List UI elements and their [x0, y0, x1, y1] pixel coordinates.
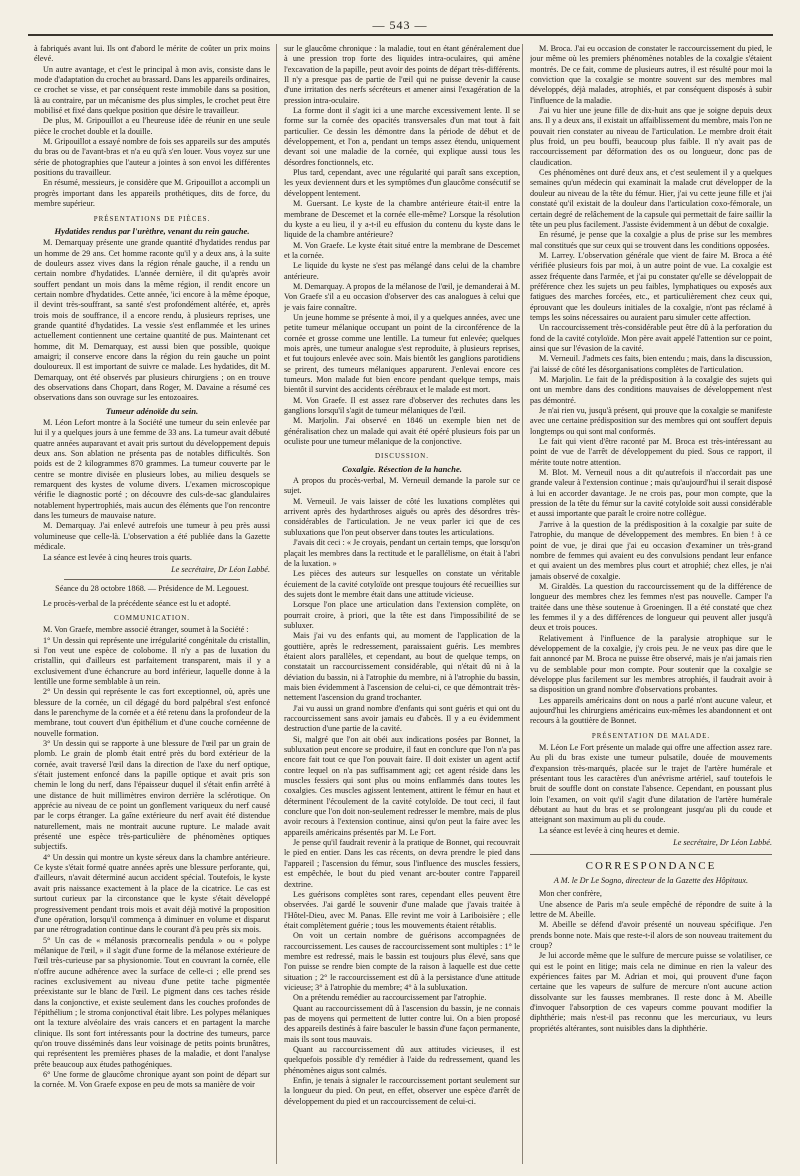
header-rule	[28, 34, 773, 36]
paragraph: 3° Un dessin qui se rapporte à une blessure de l'œil par un grain de plomb. Le grain de plomb était entré près du bord extérieur de la cornée, avait traversé l'œil dans la direction de l'axe du nerf optique, s'était justement enfoncé dans la papille optique et avait pris son chemin le long du nerf, dans l'épaisseur duquel il s'était enfin arrêté à une distance de huit millimètres environ derrière la sclérotique. On apprécie au niveau de ce point un gonflement variqueux du nerf causé par le corps étranger. La gaîne extérieure du nerf avait été distendue naturellement, mais ne montrait aucune rupture. Le malade avait présenté une espèce très-particulière de phénomènes optiques subjectifs.	[34, 739, 270, 852]
page-number: — 543 —	[372, 18, 428, 32]
paragraph: M. Blot. M. Verneuil nous a dit qu'autrefois il n'accordait pas une grande valeur à l'extension continue ; mais qu'aujourd'hui il serait disposé à lui en accorder davantage. Je ne crois pas, pour mon compte, que la pression de la tête du fémur sur la cavité cotyloïde soit aussi considérable et aussi importante que paraît le croire notre collègue.	[530, 468, 772, 519]
paragraph: Les pièces des auteurs sur lesquelles on constate un véritable écuiement de la cavité cotyloïde ont presque toujours été recueillies sur des sujets dont le membre était dans une attitude vicieuse.	[284, 569, 520, 599]
paragraph: Quant au raccourcissement dû à l'ascension du bassin, je ne connais pas de moyens qui permettent de lutter contre lui. On a bien proposé des appareils destinés à faire basculer le bassin d'une façon permanente, mais ils sont tous mauvais.	[284, 1003, 520, 1044]
paragraph: 5° Un cas de « mélanosis præcornealis pendula » ou « polype mélanique de l'œil, » il s'agit d'une forme de la mélanose extérieure de l'œil très-curieuse par sa physionomie. Tout en couvrant la cornée, elle n'offre aucune adhérence avec la surface de celle-ci ; elle prend ses racines exclusivement au niveau d'une petite tache pigmentée préexistante sur le blanc de l'œil. Le pigment dans ces taches réside dans la conjonctive, et existe seulement dans les couches profondes de l'épithélium ; le stroma conjonctival était libre. Les polypes mélaniques ont la texture alvéolaire des vrais cancers et en partagent la marche clinique. Ils sont fort intéressants pour la doctrine des tumeurs, parce qu'on trouve disséminés dans leur voisinage de petits points brunâtres, qui représentent les premières phases de la maladie, et dont l'analyse prête beaucoup aux études pathogéniques.	[34, 935, 270, 1069]
paragraph: Enfin, je tenais à signaler le raccourcissement portant seulement sur la longueur du pied. On peut, en effet, observer une espèce d'arrêt de développement du pied et un raccourcissement de celui-ci.	[284, 1076, 520, 1106]
paragraph: à fabriqués avant lui. Ils ont d'abord le mérite de coûter un prix moins élevé.	[34, 44, 270, 64]
paragraph: M. Verneuil. Je vais laisser de côté les luxations complètes qui arrivent après des hydarthroses aiguës ou après des désordres très-considérables de l'articulation. Je ne veux parler ici que de ces subluxations que l'on peut observer dans toutes les articulations.	[284, 496, 520, 537]
section-heading: COMMUNICATION.	[113, 613, 191, 622]
paragraph: M. Von Graefe, membre associé étranger, soumet à la Société :	[43, 625, 249, 635]
paragraph: Relativement à l'influence de la paralysie atrophique sur le développement de la coxalgie, j'y crois peu. Je ne veux pas dire que le fait annoncé par M. Broca ne puisse être observé, mais je n'ai jamais rien vu de semblable pour mon compte. Pour soutenir que la coxalgie se développe plus facilement sur les membres atrophiés, il faudrait avoir à sa disposition un grand nombre d'observations probantes.	[530, 633, 772, 695]
section-heading: PRÉSENTATIONS DE PIÈCES.	[93, 214, 211, 223]
paragraph: M. Gripouillot a essayé nombre de fois ses appareils sur des amputés du bras ou de l'avant-bras et n'a eu qu'à s'en louer. Vous voyez sur une série de photographies que l'auteur a jointes à son envoi les différentes positions du travailleur.	[34, 137, 270, 178]
paragraph: Les appareils américains dont on nous a parlé n'ont aucune valeur, et aujourd'hui les chirurgiens américains eux-mêmes les abandonnent et ont recours à la gouttière de Bonnet.	[530, 695, 772, 726]
paragraph: Le liquide du kyste ne s'est pas mélangé dans celui de la chambre antérieure.	[284, 261, 520, 281]
paragraph: Quant au raccourcissement dû aux attitudes vicieuses, il est quelquefois possible d'y remédier à l'aide du redressement, quand les phénomènes aigus sont calmés.	[284, 1045, 520, 1075]
article-title: Tumeur adénoïde du sein.	[105, 405, 199, 416]
paragraph: Les guérisons complètes sont rares, cependant elles peuvent être observées. J'ai gardé le souvenir d'une malade que j'avais traitée à l'Hôtel-Dieu, avec M. Panas. Elle revint me voir à Lariboisière ; elle était complètement guérie ; tous les mouvements étaient rétablis.	[284, 889, 520, 930]
greeting: Mon cher confrère,	[539, 889, 602, 899]
paragraph: 2° Un dessin qui représente le cas fort exceptionnel, où, après une blessure de la cornée, un cil dégagé du bord palpébral s'est enfoncé dans le parenchyme de la cornée et a été retenu dans la profondeur de la membrane, tout couvert d'un épithélium et d'une couche cornéenne de nouvelle formation.	[34, 687, 270, 738]
column-separator	[522, 44, 523, 1164]
paragraph: Je lui accorde même que le sulfure de mercure puisse se volatiliser, ce qui est le point en litige; mais cela ne diminue en rien la valeur des expériences faites par M. Adrian et moi, qui prouvent d'une façon certaine que les vapeurs de sulfure de mercure n'ont aucune action dissolvante sur les fausses membranes. Il reste donc à M. Abeille d'invoquer l'absorption de ces vapeurs comme pouvant modifier la diphthérie; mais n'est-il pas reconnu que les mercuriaux, vu leurs propriétés altérantes, sont nuisibles dans la diphthérie.	[530, 951, 772, 1033]
paragraph: M. Marjolin. J'ai observé en 1846 un exemple bien net de généralisation chez un malade qui avait été opéré plusieurs fois par un oculiste pour une tumeur mélanique de la conjonctive.	[284, 416, 520, 447]
paragraph: Ces phénomènes ont duré deux ans, et c'est seulement il y a quelques semaines qu'un médecin qui examinait la malade crut développer de la douleur au niveau de la tête du fémur. Hier, j'ai vu cette jeune fille et j'ai constaté qu'il existait de la douleur dans l'articulation coxo-fémorale, un certain degré de relâchement de la capsule qui permettait de faire saillir la tête un peu plus facilement. J'assiste évidemment à un début de coxalgie.	[530, 168, 772, 229]
paragraph: En résumé, je pense que la coxalgie a plus de prise sur les membres mal constitués que sur ceux qui se trouvent dans les conditions opposées.	[530, 230, 772, 250]
paragraph: M. Demarquay. J'ai enlevé autrefois une tumeur à peu près aussi volumineuse que celle-là. L'observation a été publiée dans la Gazette médicale.	[34, 521, 270, 552]
column-1	[34, 44, 270, 1164]
paragraph: Je pense qu'il faudrait revenir à la pratique de Bonnet, qui recouvrait le pied en entier. Dans les cas récents, on devra prendre le pied dans l'appareil ; l'ascension du fémur, sous l'influence des muscles fessiers, est empêchée, le bout du pied venant arc-bouter contre l'appareil dextrine.	[284, 838, 520, 889]
paragraph: Lorsque l'on place une articulation dans l'extension complète, on pourrait croire, à priori, que la tête est dans l'impossibilité de se subluxer.	[284, 600, 520, 630]
paragraph: Un autre avantage, et c'est le principal à mon avis, consiste dans le mode d'adaptation du crochet au brassard. Dans les appareils ordinaires, ce crochet se visse, et par conséquent reste immobile dans sa position, là au contraire, par un mécanisme des plus simples, le crochet peut être mobilisé et fixé dans quelque position que désire le travailleur.	[34, 64, 270, 116]
paragraph: M. Von Graefe. Il est assez rare d'observer des rechutes dans les ganglions lorsqu'il s'agit de tumeur mélaniques de l'œil.	[284, 395, 520, 416]
paragraph: M. Von Graefe. Le kyste était situé entre la membrane de Descemet et la cornée.	[284, 240, 520, 260]
column-separator	[276, 44, 277, 1164]
paragraph: A propos du procès-verbal, M. Verneuil demande la parole sur ce sujet.	[284, 476, 520, 496]
paragraph: M. Guersant. Le kyste de la chambre antérieure était-il entre la membrane de Descemet et la cornée elle-même? Lorsque la résolution du kyste a eu lieu, il y a-t-il eu effusion du contenu du kyste dans le liquide de la chambre antérieure?	[284, 199, 520, 240]
paragraph: M. Demarquay. A propos de la mélanose de l'œil, je demanderai à M. Von Graefe s'il a eu occasion d'observer des cas analogues à celui que je vais faire connaître.	[284, 281, 520, 312]
paragraph: En résumé, messieurs, je considère que M. Gripouillot a accompli un progrès important dans les appareils prothétiques, dits de force, du membre supérieur.	[34, 178, 270, 209]
paragraph: J'ai vu aussi un grand nombre d'enfants qui sont guéris et qui ont du raccourcissement sans avoir jamais eu d'abcès. Il y a eu évidemment destruction d'une partie de la cavité.	[284, 703, 520, 734]
paragraph: Un raccourcissement très-considérable peut être dû à la perforation du fond de la cavité cotyloïde. Mon père avait appelé l'attention sur ce point, ainsi que sur l'évasion de la cavité.	[530, 323, 772, 353]
paragraph: J'avais dit ceci : « Je croyais, pendant un certain temps, que lorsqu'on plaçait les membres dans la rectitude et le parallélisme, on était à l'abri de la luxation. »	[284, 538, 520, 568]
paragraph: Le procès-verbal de la précédente séance est lu et adopté.	[43, 598, 231, 608]
section-heading: DISCUSSION.	[375, 452, 429, 461]
paragraph: Un jeune homme se présente à moi, il y a quelques années, avec une petite tumeur mélanique occupant un point de la circonférence de la cornée et grosse comme une lentille. La tumeur fut enlevée; quelques mois après, une tumeur analogue s'est reproduite, à plusieurs reprises, et fut toujours enlevée avec soin. Mais bientôt les ganglions parotidiens se prirent, des tumeurs mélaniques apparurent. J'enlevai encore ces tumeurs. Mon malade fut bien encore pendant quelque temps, mais bientôt il survint des accidents cérébraux et le malade est mort.	[284, 312, 520, 395]
paragraph: M. Marjolin. Le fait de la prédisposition à la coxalgie des sujets qui ont un membre dans des conditions mauvaises de développement n'est pas démontré.	[530, 375, 772, 405]
paragraph: M. Léon Lefort montre à la Société une tumeur du sein enlevée par lui il y a quelques jours à une femme de 33 ans. La tumeur avait débuté quatre années auparavant et avait pris surtout du développement depuis deux ans. Son ablation ne présenta pas de notables difficultés. Son poids est de 2 kilogrammes 870 grammes. La tumeur couverte par le centre se montre divisée en plusieurs lobes, au milieu desquels se remarquent des kystes de volume divers. L'examen microscopique vérifie le diagnostic porté ; on découvre des culs-de-sac glandulaires notablement hypertrophiés, mais aucun des éléments que l'on rencontre dans les tumeurs de mauvaise nature.	[34, 418, 270, 521]
paragraph: 1° Un dessin qui représente une irrégularité congénitale du cristallin, si l'on veut une espèce de colobome. Il n'y a pas de luxation du cristallin, qui d'ailleurs est parfaitement transparent, mais il y a exclusivement d'une échancrure au bord inférieur, laquelle donne à la lentille une forme semblable à un rein.	[34, 635, 270, 686]
article-title: Hydatides rendus par l'urèthre, venant du rein gauche.	[54, 225, 250, 236]
correspondence-heading: CORRESPONDANCE	[530, 854, 772, 871]
paragraph: La séance est levée à cinq heures et demie.	[539, 825, 680, 835]
paragraph: M. Broca. J'ai eu occasion de constater le raccourcissement du pied, le jour même où les premiers phénomènes notables de la coxalgie s'étaient montrés. De ce fait, comme de plusieurs autres, il est résulté pour moi la conviction que la coxalgie se montre souvent sur des membres mal développés, déjà malades, atrophiés, et par conséquent disposés à subir l'influence de la maladie.	[530, 44, 772, 105]
paragraph: Plus tard, cependant, avec une régularité qui paraît sans exception, les yeux deviennent durs et les symptômes d'un glaucôme consécutif se développent lentement.	[284, 168, 520, 198]
paragraph: Mais j'ai vu des enfants qui, au moment de l'application de la gouttière, après le redressement, paraissaient guéris. Les membres étaient alors parallèles, et cependant, au bout de quelque temps, on constatait un raccourcissement considérable, qui n'était dû ni à la déviation du bassin, ni à l'atrophie du membre, ni à l'atrophie du bassin, mais bien évidemment à l'ascension de celui-ci, ce que démontrait très-nettement l'ascension du grand trochanter.	[284, 631, 520, 703]
paragraph: sur le glaucôme chronique : la maladie, tout en étant généralement due à une pression trop forte des liquides intra-oculaires, qui amène l'excavation de la papille, peut avoir des points de départ très-différents. Il n'y a presque pas de partie de l'œil qui ne puisse devenir la cause d'une irritation des nerfs sécréteurs et amener ainsi l'exagération de la pression intra-oculaire.	[284, 44, 520, 105]
article-title: Coxalgie. Résection de la hanche.	[342, 463, 462, 474]
signature: Le secrétaire, Dr Léon Labbé.	[171, 564, 270, 574]
signature: Le secrétaire, Dr Léon Labbé.	[673, 838, 772, 848]
paragraph: J'arrive à la question de la prédisposition à la coxalgie par suite de l'atrophie, du manque de développement des membres. En bien ! à ce point de vue, je dirai que j'ai eu occasion d'examiner un très-grand nombre de femmes qui avaient eu des convulsions pendant leur enfance et qui avaient un des membres plus court et atrophié; chez elles, je n'ai jamais observé de coxalgie.	[530, 519, 772, 581]
section-heading: PRÉSENTATION DE MALADE.	[591, 731, 711, 740]
paragraph: J'ai vu hier une jeune fille de dix-huit ans que je soigne depuis deux ans. Il y a deux ans, il existait un affaiblissement du membre, mais l'on ne pouvait rien constater au niveau de l'articulation. Le membre droit était plus froid, un peu bouffi, beaucoup plus faible. Il n'y avait pas de raccourcissement par déformation des os ou longueur, donc pas de claudication.	[530, 106, 772, 167]
column-3	[530, 44, 772, 1164]
paragraph: 6° Une forme de glaucôme chronique ayant son point de départ sur la cornée. M. Von Graefe expose en peu de mots sa manière de voir	[34, 1070, 270, 1090]
paragraph: Si, malgré que l'on ait obéi aux indications posées par Bonnet, la subluxation peut encore se produire, il faut en conclure que l'on n'a pas encore fait tout ce que l'on pouvait faire. Il doit exister un agent actif contre lequel on n'a pas suffisamment agi; cet agent réside dans les muscles fessiers qui sont plus ou moins enflammés dans toutes les coxalgies. Ces muscles agissent lentement, attirent le fémur en haut et déterminent l'écoulement de la cavité cotyloïde. De tout ceci, il faut conclure que l'on doit non-seulement redresser le membre, mais de plus avoir recours à l'extension continue, ainsi qu'on peut la faire avec les appareils américains présentés par M. Le Fort.	[284, 734, 520, 837]
paragraph: M. Verneuil. J'admets ces faits, bien entendu ; mais, dans la discussion, j'ai laissé de côté les désorganisations complètes de l'articulation.	[530, 354, 772, 374]
paragraph: 4° Un dessin qui montre un kyste séreux dans la chambre antérieure. Ce kyste s'était formé quatre années après une blessure perforante, qui, d'ailleurs, n'avait déterminé aucun accident spécial. Toutefois, le kyste avait pris naissance exactement à la place de la cicatrice. Le cas est surtout curieux par la circonstance que le kyste s'était développé progressivement pendant trois mois et avait déjà motivé la proposition d'une opération, lorsqu'il commença à diminuer en volume et disparut par une rétrogradation continue dans le courant d'à peu près six mois.	[34, 852, 270, 935]
paragraph: La forme dont il s'agit ici a une marche excessivement lente. Il se forme sur la cornée des opacités transversales d'un mat tout à fait particulier. Ce dessin les démontre dans la période de début et de développement, et l'on a, pendant un temps assez étendu, uniquement devant soi une maladie de la cornée, qui explique aussi tous les désordres fonctionnels, etc.	[284, 106, 520, 167]
paragraph: Je n'ai rien vu, jusqu'à présent, qui prouve que la coxalgie se manifeste avec une certaine prédisposition sur des membres qui ont souffert depuis longtemps ou qui sont mal conformés.	[530, 406, 772, 436]
paragraph: M. Giraldès. La question du raccourcissement qu de la différence de longueur des membres chez les femmes n'est pas nouvelle. Camper l'a traitée dans une thèse soutenue à Groeningen. Il a été constaté que chez les femmes il y a des différences de longueur qui peuvent aller jusqu'à deux et trois pouces.	[530, 581, 772, 633]
paragraph: M. Abeille se défend d'avoir présenté un nouveau spécifique. J'en prends bonne note. Mais que reste-t-il alors de son nouveau traitement du croup?	[530, 920, 772, 950]
paragraph: M. Larrey. L'observation générale que vient de faire M. Broca a été vérifiée plusieurs fois par moi, à un autre point de vue. La coxalgie est assez fréquente dans l'armée, et j'ai pu constater qu'elle se développait de préférence chez les sujets un peu faibles, lymphatiques ou exposés aux fatigues des marches forcées, etc., et particulièrement chez ceux qui, éprouvant que les douleurs initiales de la coxalgie, n'ont pas réclamé à temps les soins nécessaires ou auraient paru simuler cette affection.	[530, 250, 772, 322]
paragraph: Le fait qui vient d'être raconté par M. Broca est très-intéressant au point de vue de l'arrêt de développement du pied. Sous ce rapport, il mérite toute notre attention.	[530, 437, 772, 467]
correspondence-addressee: A M. le Dr Le Sogno, directeur de la Gazette des Hôpitaux.	[553, 875, 749, 885]
paragraph: On a prétendu remédier au raccourcissement par l'atrophie.	[293, 993, 487, 1003]
paragraph: La séance est levée à cinq heures trois quarts.	[43, 552, 192, 562]
meeting-heading: Séance du 28 octobre 1868. — Présidence de M. Legouest.	[55, 584, 249, 594]
paragraph: M. Léon Le Fort présente un malade qui offre une affection assez rare. Au pli du bras existe une tumeur pulsatile, douée de mouvements d'expansion très-marqués, placée sur le trajet de l'artère humérale et présentant tous les caractères d'un anévrisme artériel, sauf toutefois le bruit de souffle dont on constate l'absence. Cependant, en poussant plus loin l'examen, on voit qu'il s'agit d'une dilatation de l'artère humérale débutant au haut du bras et se prolongeant jusqu'au pli du coude et atteignant son maximum au pli du coude.	[530, 743, 772, 825]
paragraph: Une absence de Paris m'a seule empêché de répondre de suite à la lettre de M. Abeille.	[530, 899, 772, 919]
paragraph: De plus, M. Gripouillot a eu l'heureuse idée de réunir en une seule pièce le crochet double et la douille.	[34, 116, 270, 136]
column-2	[284, 44, 520, 1164]
paragraph: M. Demarquay présente une grande quantité d'hydatides rendus par un homme de 29 ans. Cet homme raconte qu'il y a deux ans, à la suite de douleurs assez vives dans la région rénale gauche, il a rendu un certain nombre d'hydatides. L'année dernière, il dit qu'après avoir souffert pendant un mois dans la même région, il rendit encore un certain nombre d'hydatides. Cette année, 'ici encore à la même époque, il devint très-souffrant, sa santé s'est profondément altérée, et, après trois mois de souffrance, il a encore rendu, à plusieurs reprises, une grande quantité d'hydatides. La vessie s'est enflammée et les urines actuellement contiennent une certaine quantité de pus. Maintenant cet homme, dit M. Demarquay, est aussi bien que possible, quoique amaigri; il conserve encore dans la région du rein gauche un point douloureux. Il est important de suivre ce malade. Les hydatides, dit M. Demarquay, ont été observés par plusieurs chirurgiens ; on en trouve des observations dans Chopart, dans Roger, M. Davaine a résumé ces observations dans son ouvrage sur les entozoaires.	[34, 238, 270, 403]
divider	[64, 579, 240, 580]
paragraph: On voit un certain nombre de guérisons accompagnées de raccourcissement. Les causes de raccourcissement sont multiples : 1° le membre est redressé, mais le bassin est toujours plus élevé, sans que l'on puisse se rendre bien compte de la raison à laquelle est due cette situation ; 2° le raccourcissement est dû à la persistance d'une attitude vicieuse; 3° à l'atrophie du membre; 4° à la subluxation.	[284, 931, 520, 992]
